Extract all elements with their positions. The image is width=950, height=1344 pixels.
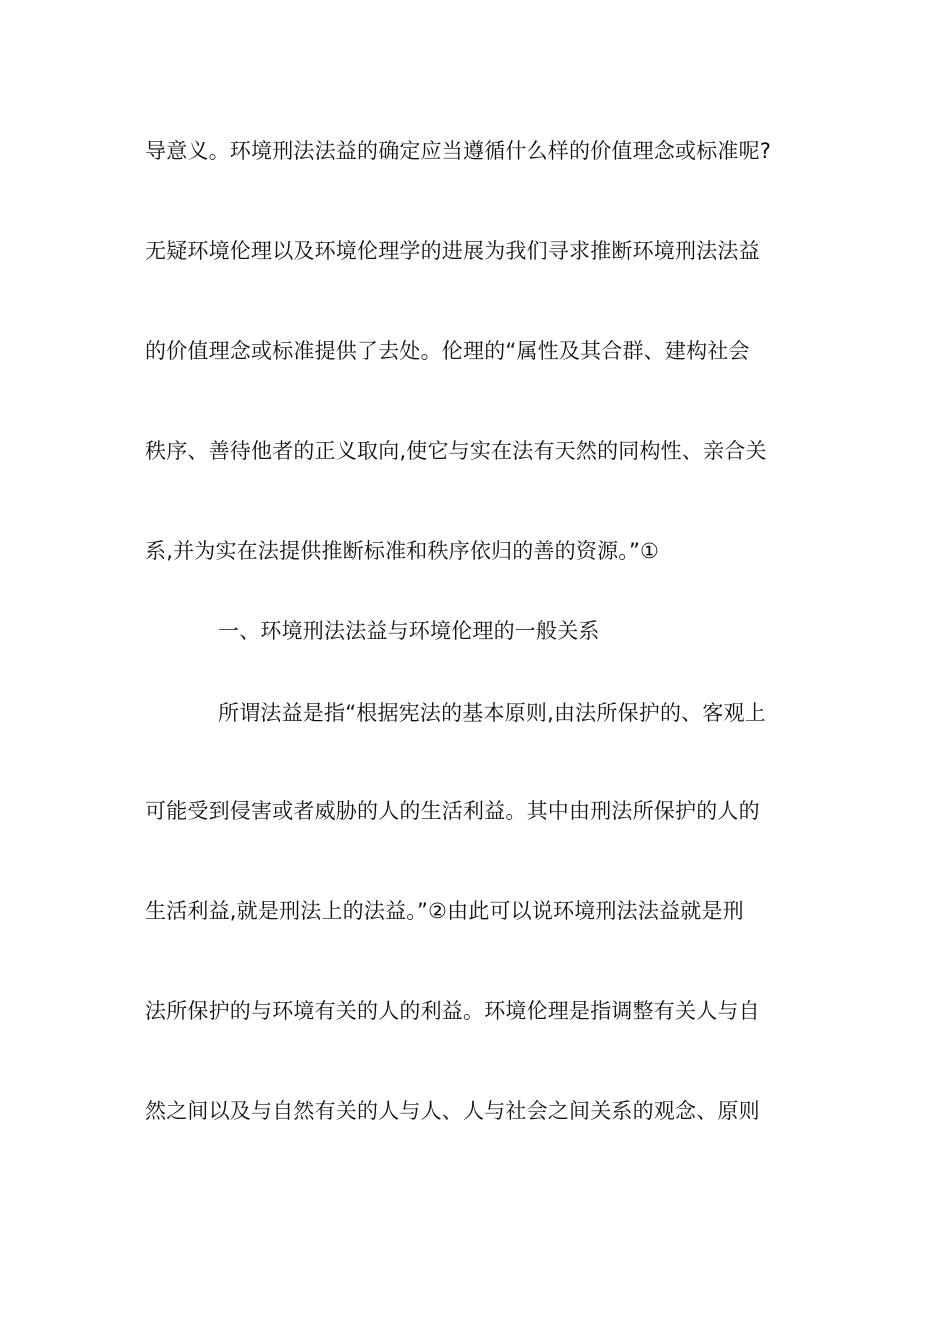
section-heading: 一、环境刑法法益与环境伦理的一般关系 (218, 619, 600, 643)
text-line: 无疑环境伦理以及环境伦理学的进展为我们寻求推断环境刑法法益 (145, 239, 760, 263)
text-line: 秩序、善待他者的正义取向,使它与实在法有天然的同构性、亲合关 (145, 439, 767, 463)
text-line: 可能受到侵害或者威胁的人的生活利益。其中由刑法所保护的人的 (145, 799, 760, 823)
paragraph-first-line: 所谓法益是指“根据宪法的基本原则,由法所保护的、客观上 (218, 701, 766, 725)
text-line: 生活利益,就是刑法上的法益。”②由此可以说环境刑法法益就是刑 (145, 899, 744, 923)
text-line: 导意义。环境刑法法益的确定应当遵循什么样的价值理念或标准呢? (145, 139, 772, 163)
text-line: 然之间以及与自然有关的人与人、人与社会之间关系的观念、原则 (145, 1099, 760, 1123)
text-line: 的价值理念或标准提供了去处。伦理的“属性及其合群、建构社会 (145, 339, 750, 363)
text-line: 系,并为实在法提供推断标准和秩序依归的善的资源。”① (145, 539, 660, 563)
text-line: 法所保护的与环境有关的人的利益。环境伦理是指调整有关人与自 (145, 999, 760, 1023)
